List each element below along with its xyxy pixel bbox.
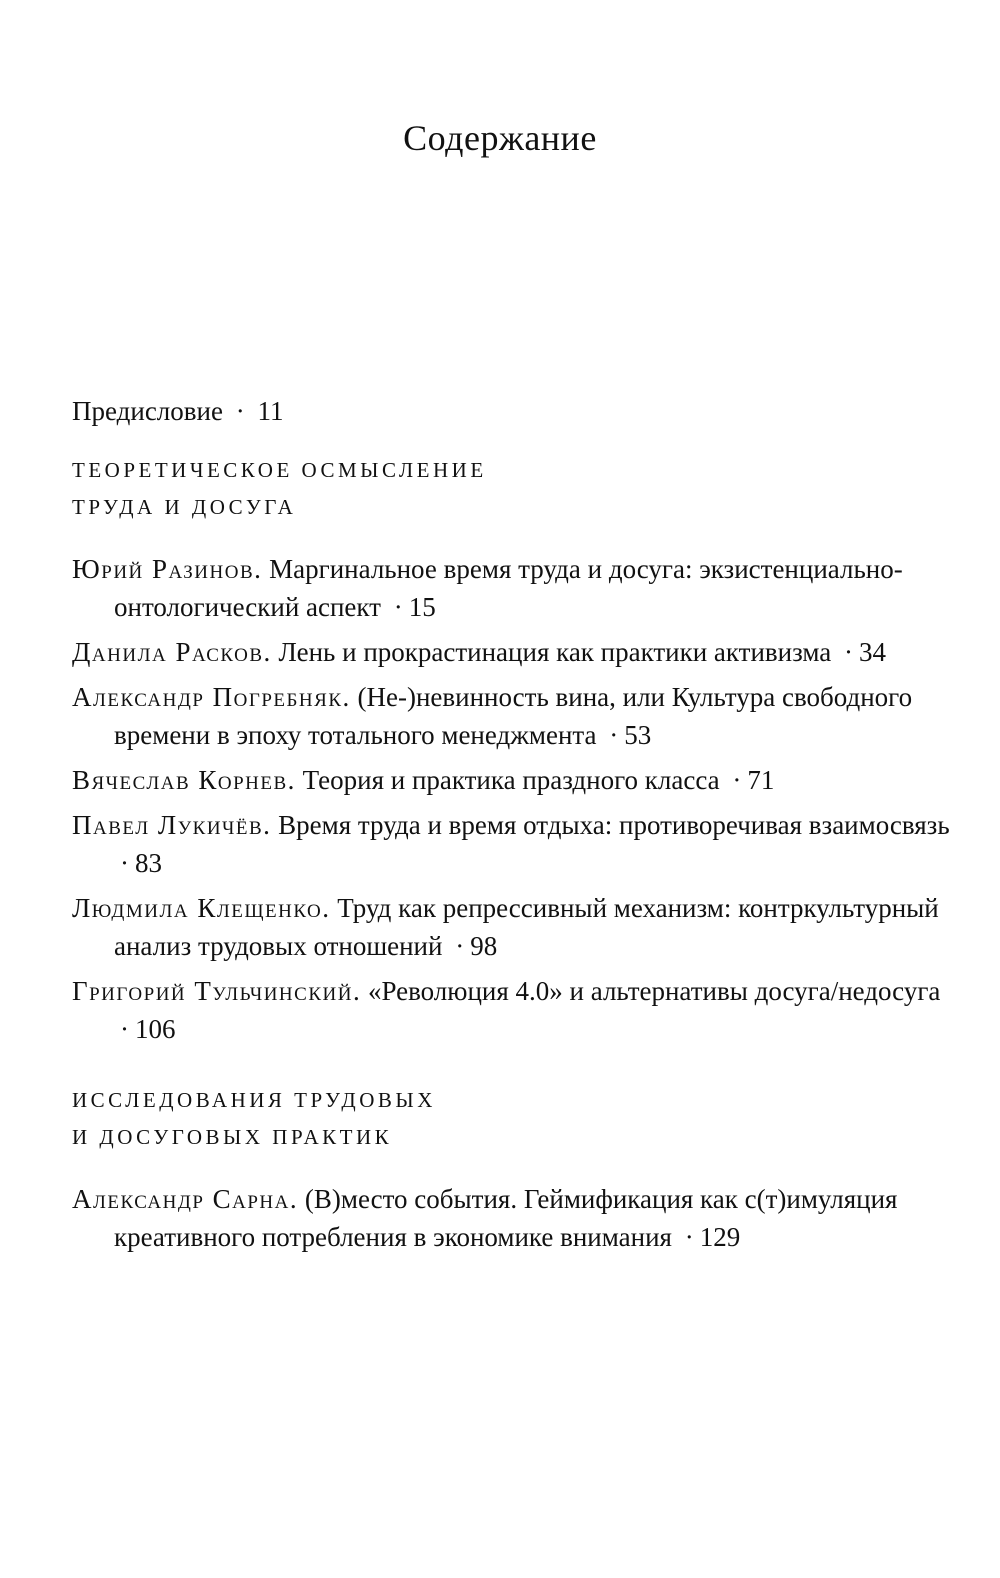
entry-author: Александр Погребняк. bbox=[72, 682, 351, 712]
toc-entry bbox=[72, 972, 952, 1048]
entry-title: Труд как репрессивный механизм: контркультурный анализ трудовых отношений bbox=[114, 893, 939, 961]
page-separator: · bbox=[120, 848, 129, 878]
page-title: Содержание bbox=[403, 118, 597, 158]
page-separator: · bbox=[732, 765, 742, 795]
section-heading bbox=[72, 452, 952, 526]
entry-title: (Не-)невинность вина, или Культура свободного времени в эпоху тотального менеджмента bbox=[114, 682, 913, 750]
entry-title: (В)место события. Геймификация как с(т)имуляция креативного потребления в экономике внимания bbox=[114, 1184, 898, 1252]
entry-author: Григорий Тульчинский. bbox=[72, 976, 362, 1006]
page-number: 34 bbox=[859, 637, 887, 667]
page-number: 129 bbox=[699, 1222, 741, 1252]
page-separator: · bbox=[393, 592, 403, 622]
preface-label: Предисловие bbox=[72, 396, 223, 426]
entry-author: Павел Лукичёв. bbox=[72, 810, 272, 840]
page-number: 106 bbox=[135, 1014, 176, 1044]
entry-title: Маргинальное время труда и досуга: экзистенциально-онтологический аспект bbox=[114, 554, 903, 622]
toc-entry bbox=[72, 633, 952, 671]
page-number: 83 bbox=[135, 848, 162, 878]
toc-preface bbox=[72, 392, 952, 430]
page-number: 98 bbox=[470, 931, 498, 961]
toc-entry bbox=[72, 550, 952, 626]
entry-title: Теория и практика праздного класса bbox=[302, 765, 720, 795]
section-heading bbox=[72, 1082, 952, 1156]
page-separator: · bbox=[120, 1014, 129, 1044]
entry-author: Данила Расков. bbox=[72, 637, 272, 667]
toc-entry bbox=[72, 761, 952, 799]
page-number: 71 bbox=[747, 765, 775, 795]
toc-entry bbox=[72, 1180, 952, 1256]
section-entries bbox=[72, 1180, 952, 1256]
section-entries bbox=[72, 550, 952, 1048]
table-of-contents bbox=[72, 392, 952, 1290]
entry-title: Время труда и время отдыха: противоречивая взаимосвязь bbox=[278, 810, 950, 840]
page-number: 11 bbox=[257, 396, 284, 426]
toc-entry bbox=[72, 889, 952, 965]
entry-title: Лень и прокрастинация как практики активизма bbox=[278, 637, 832, 667]
entry-author: Александр Сарна. bbox=[72, 1184, 299, 1214]
entry-title: «Революция 4.0» и альтернативы досуга/недосуга bbox=[367, 976, 941, 1006]
page-number: 53 bbox=[624, 720, 652, 750]
page-separator: · bbox=[455, 931, 465, 961]
toc-entry bbox=[72, 806, 952, 882]
section-heading-line: ТЕОРЕТИЧЕСКОЕ ОСМЫСЛЕНИЕ bbox=[72, 458, 487, 482]
toc-entry bbox=[72, 678, 952, 754]
entry-author: Вячеслав Корнев. bbox=[72, 765, 296, 795]
page-separator: · bbox=[844, 637, 854, 667]
page-number: 15 bbox=[408, 592, 436, 622]
page-separator: · bbox=[609, 720, 619, 750]
page-separator: · bbox=[235, 396, 245, 426]
section-heading-line: ТРУДА И ДОСУГА bbox=[72, 495, 297, 519]
section-heading-line: ИССЛЕДОВАНИЯ ТРУДОВЫХ bbox=[72, 1088, 436, 1112]
entry-author: Людмила Клещенко. bbox=[72, 893, 331, 923]
page-separator: · bbox=[684, 1222, 694, 1252]
section-heading-line: И ДОСУГОВЫХ ПРАКТИК bbox=[72, 1125, 393, 1149]
entry-author: Юрий Разинов. bbox=[72, 554, 263, 584]
